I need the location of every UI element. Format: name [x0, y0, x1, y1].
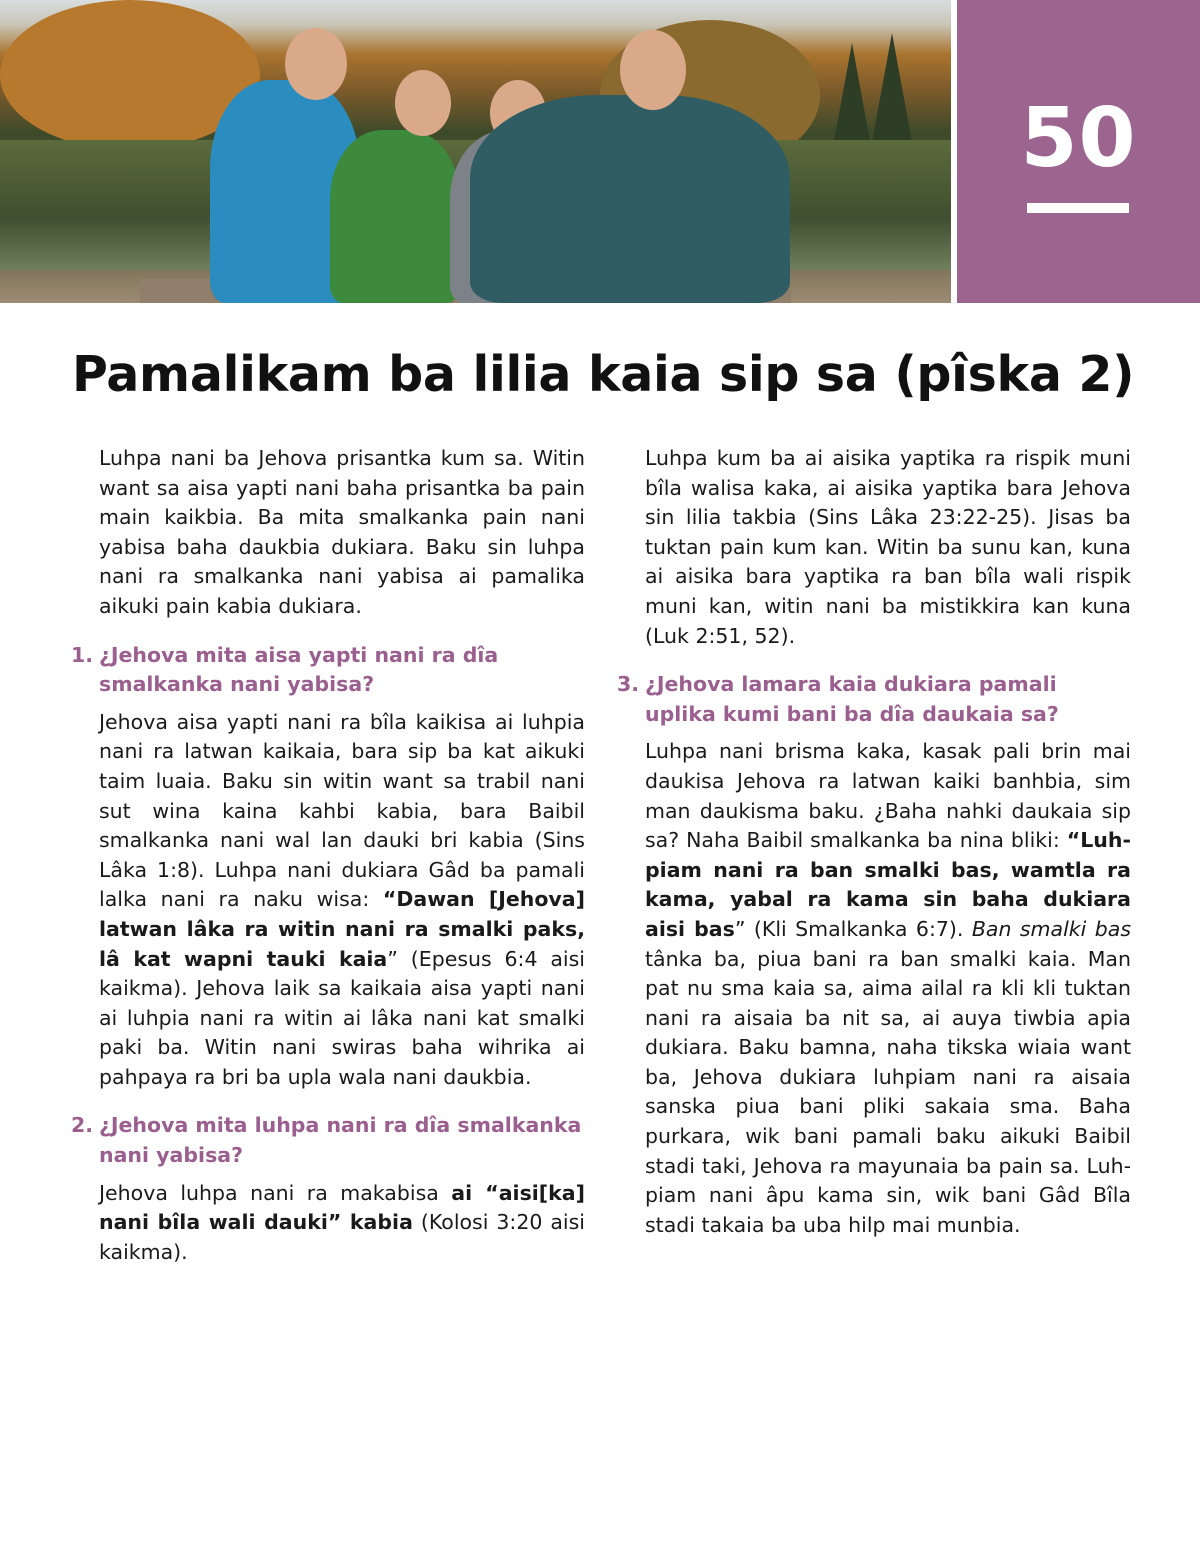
answer-3-paragraph [645, 737, 1131, 1240]
question-text: ¿Jehova mita aisa yapti nani ra dîa smalkanka nani yabisa? [99, 642, 499, 697]
question-number: 2. [71, 1113, 94, 1138]
page-title: Pamalikam ba lilia kaia sip sa (pîska 2) [72, 346, 1135, 403]
girl-head [395, 70, 451, 136]
girl [330, 130, 460, 303]
question-text: ¿Jehova mita luhpa nani ra dîa smalkanka nani yabisa? [99, 1113, 582, 1168]
lesson-number-badge [957, 0, 1200, 303]
lesson-number-underline [1027, 203, 1129, 213]
text-span: Jehova luhpa nani ra makabisa [99, 1180, 452, 1205]
text-span: (Kolosi 3:20 aisi kaikma). [99, 1210, 585, 1264]
left-column [71, 444, 585, 1286]
text-span: tânka ba, piua bani ra ban smalki kaia. Man pat nu sma kaia sa, aima ailal ra kli kli tuktan nani ra aisaia ba nit sa, ai auya tiwbia apia dukiara. Baku bamna, naha tikska wiaia want ba, Jehova dukiara luhpiam nani ra aisaia sanska piua bani pliki sakaia sma. Baha purkara, wik bani pamali baku aikuki Baibil stadi taki, Jehova ra mayunaia ba pain sa. Luhpiam nani âpu kama sin, wik bani Gâd Bîla stadi takaia ba uba hilp mai munbia. [645, 946, 1131, 1237]
text-span: ” (Epesus 6:4 aisi kaikma). Jehova laik sa kaikaia aisa yapti nani ai luhpia nani ra witin ai lâka nani kat smalki paki ba. Witin nani swiras baha wihrika ai pahpaya ra bri ba upla wala nani daukbia. [99, 946, 585, 1089]
question-3 [617, 670, 1131, 729]
man [470, 95, 790, 303]
pine-tree [870, 33, 914, 153]
text-span: ” (Kli Smalkanka 6:7). [734, 916, 972, 941]
intro-paragraph: Luhpa nani ba Jehova prisantka kum sa. Witin want sa aisa yapti nani baha prisantka ba pain main kaikbia. Ba mita smalkanka pain nani yabisa baha daukbia dukiara. Baku sin luhpa nani ra smalkanka nani yabisa ai pamalika aikuki pain kabia dukiara. [99, 446, 585, 618]
question-1 [71, 641, 585, 700]
man-head [620, 30, 686, 110]
header-photo [0, 0, 951, 303]
right-column [617, 444, 1131, 1259]
answer-1-paragraph [99, 708, 585, 1093]
question-2 [71, 1111, 585, 1170]
question-number: 3. [617, 672, 640, 697]
answer-2-continuation: Luhpa kum ba ai aisika yaptika ra rispik muni bîla walisa kaka, ai aisika yaptika bara Jehova sin lilia takbia (Sins Lâka 23:22-25). Jisas ba tuktan pain kum kan. Witin ba sunu kan, kuna ai aisika bara yaptika ra ban bîla wali rispik muni kan, witin nani ba mistikkira kan kuna (Luk 2:51, 52). [645, 446, 1131, 648]
scripture-quote: “Luhpiam nani ra ban smalki bas, wamtla ra kama, yabal ra kama sin baha dukiara aisi bas [645, 828, 1131, 941]
answer-2-paragraph [99, 1179, 585, 1268]
question-text: ¿Jehova lamara kaia dukiara pamali uplika kumi bani ba dîa daukaia sa? [645, 672, 1059, 726]
scripture-quote: ai “aisi[ka] nani bîla wali dauki” kabia [99, 1180, 585, 1235]
emphasized-phrase: Ban smalki bas [971, 916, 1131, 941]
question-number: 1. [71, 642, 94, 667]
woman-head [285, 28, 347, 100]
lesson-number: 50 [1020, 91, 1137, 186]
scripture-quote: “Dawan [Jehova] latwan lâka ra witin nani ra smalki paks, lâ kat wapni tauki kaia [99, 887, 585, 971]
text-span: Luhpa nani brisma kaka, kasak pali brin mai daukisa Jehova ra latwan kaiki banhbia, sim man daukisma baku. ¿Baha nahki daukaia sip sa? Naha Baibil smalkanka ba nina bliki: [645, 739, 1131, 853]
text-span: Jehova aisa yapti nani ra bîla kaikisa ai luhpia nani ra latwan kaikaia, bara sip ba kat aikuki taim luaia. Baku sin witin want sa trabil nani sut wina kaina kahbi kabia, bara Baibil smalkanka nani wal lan dauki bri kabia (Sins Lâka 1:8). Luhpa nani dukiara Gâd ba pamali lalka nani ra naku wisa: [99, 709, 585, 912]
